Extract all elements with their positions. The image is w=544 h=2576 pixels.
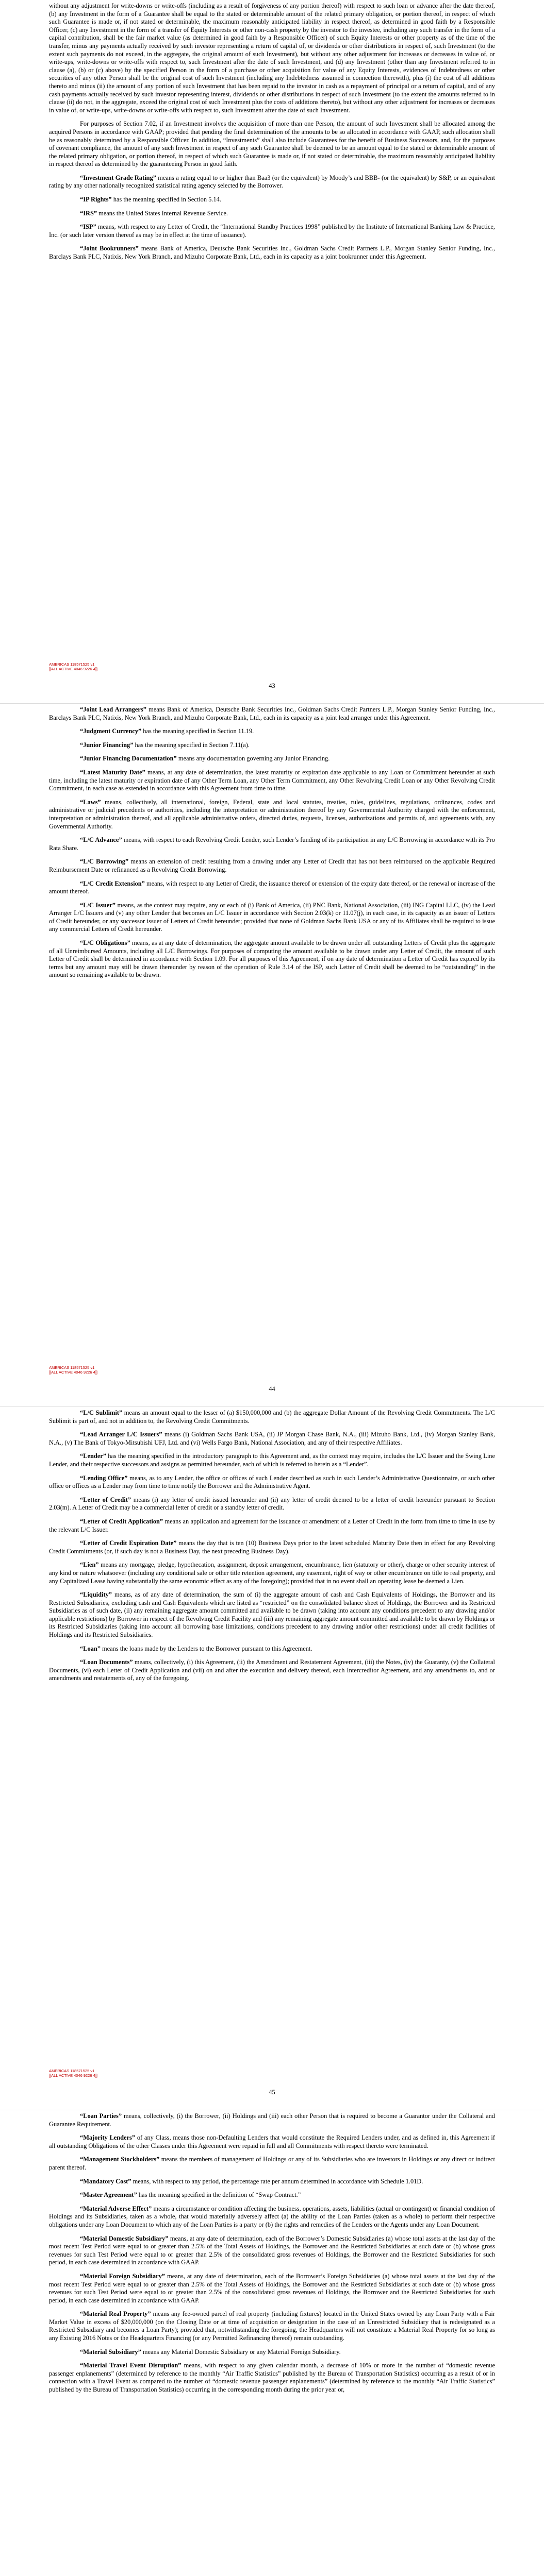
paragraph: [49, 2, 495, 114]
page-number: 45: [269, 2089, 275, 2096]
paragraph-text: means, collectively, (i) the Borrower, (ii) Holdings and (iii) each other Person that is required to become a Guarantor under the Collateral and Guarantee Requirement.: [49, 2112, 495, 2128]
paragraph-text: means a circumstance or condition affecting the business, operations, assets, liabilities (actual or contingent) or financial condition of Holdings and its Subsidiaries, taken as a whole, that would materially adversely affect (a) the ability of the Loan Parties (taken as a whole) to perform their respective obligations under any Loan Document to which any of the Loan Parties is a party or (b) the rights and remedies of the Lenders or the Agents under any Loan Document.: [49, 2205, 495, 2228]
paragraph-text: means, with respect to any period, the percentage rate per annum determined in accordance with Schedule 1.01D.: [131, 2177, 423, 2185]
paragraph: [49, 799, 495, 831]
paragraph: [49, 1475, 495, 1490]
paragraph-text: without any adjustment for write-downs or write-offs (including as a result of forgiveness of any portion thereof) with respect to such loan or advance after the date thereof, (b) any Investment in the form of a Guarantee shall be equal to the stated or determinable amount of the related primary obligation, or portion thereof, in respect of which such Guarantee is made or, if not stated or determinable, the maximum reasonably anticipated liability in respect thereof, as determined in good faith by a Responsible Officer, (c) any Investment in the form of a transfer of Equity Interests or other non-cash property by the investor to the investee, including any such transfer in the form of a capital contribution, shall be the fair market value (as determined in good faith by a Responsible Officer) of such Equity Interests or other property as of the time of the transfer, minus any payments actually received by such investor representing a return of capital of, or dividends or other distributions in respect of, such Investment (to the extent such payments do not exceed, in the aggregate, the original amount of such Investment), but without any other adjustment for increases or decreases in value of, or write-ups, write-downs or write-offs with respect to, such Investment after the date of such Investment, and (d) any Investment (other than any Investment referred to in clause (a), (b) or (c) above) by the specified Person in the form of a purchase or other acquisition for value of any Equity Interests, evidences of Indebtedness or other securities of any other Person shall be the original cost of such Investment (including any Indebtedness assumed in connection therewith), plus (i) the cost of all additions thereto and minus (ii) the amount of any portion of such Investment that has been repaid to the investor in cash as a repayment of principal or a return of capital, and of any cash payments actually received by such investor representing interest, dividends or other distributions in respect of such Investment (to the extent the amounts referred to in clause (ii) do not, in the aggregate, exceed the original cost of such Investment plus the costs of additions thereto), but without any other adjustment for increases or decreases in value of, or write-ups, write-downs or write-offs with respect to, such Investment after the date of such Investment.: [49, 2, 495, 114]
paragraph-text: has the meaning specified in the definition of “Swap Contract.”: [137, 2191, 301, 2199]
paragraph-text: means, at any date of determination, the latest maturity or expiration date applicable to any Loan or Commitment hereunder at such time, including the latest maturity or expiration date of any Other Term Loan, any Other Term Commitment, any Other Revolving Credit Loan or any Other Revolving Credit Commitment, in each case as extended in accordance with this Agreement from time to time.: [49, 768, 495, 792]
page-number: 43: [269, 682, 275, 689]
paragraph-text: means, with respect to any Letter of Credit, the issuance thereof or extension of the expiry date thereof, or the renewal or increase of the amount thereof.: [49, 879, 495, 895]
paragraph: [49, 2178, 495, 2186]
paragraph: [49, 1539, 495, 1555]
defined-term: “Latest Maturity Date”: [80, 768, 145, 776]
defined-term: “Material Real Property”: [80, 2310, 151, 2318]
paragraph-text: means a rating equal to or higher than Baa3 (or the equivalent) by Moody’s and BBB- (or the equivalent) by S&P, or an equivalent rating by any other nationally recognized statistical rating agency selected by the Borrower.: [49, 174, 495, 190]
paragraph: [49, 1409, 495, 1425]
paragraph: [49, 741, 495, 750]
paragraph: [49, 858, 495, 874]
defined-term: “Majority Lenders”: [80, 2134, 136, 2142]
defined-term: “Junior Financing”: [80, 741, 134, 749]
defined-term: “Letter of Credit”: [80, 1496, 131, 1503]
defined-term: “Lending Office”: [80, 1474, 128, 1482]
paragraph: [49, 1431, 495, 1447]
paragraph: [49, 2134, 495, 2150]
defined-term: “Loan Documents”: [80, 1658, 133, 1666]
defined-term: “Material Foreign Subsidiary”: [80, 2272, 165, 2280]
paragraph: [49, 223, 495, 239]
paragraph-text: For purposes of Section 7.02, if an Investment involves the acquisition of more than one Person, the amount of such Investment shall be allocated among the acquired Persons in accordance with GAAP; provided that pending the final determination of the amounts to be so allocated in accordance with GAAP, such allocation shall be as reasonably determined by a Responsible Officer. In addition, “Investments” shall also include Guarantees for the benefit of Business Successors, and, for the purposes of covenant compliance, the amount of any such Investment in respect of any such Guarantee shall be deemed to be an amount equal to the stated or determinable amount of the related primary obligation, or portion thereof, in respect of which such Guarantee is made or, if not stated or determinable, the maximum reasonably anticipated liability in respect thereof as determined by the guaranteeing Person in good faith.: [49, 120, 495, 168]
paragraph-text: means the members of management of Holdings or any of its Subsidiaries who are investors in Holdings or any direct or indirect parent thereof.: [49, 2156, 495, 2171]
defined-term: “Joint Lead Arrangers”: [80, 706, 146, 713]
paragraph-text: means any Material Domestic Subsidiary or any Material Foreign Subsidiary.: [141, 2348, 341, 2355]
paragraph-text: means the day that is ten (10) Business Days prior to the latest scheduled Maturity Date then in effect for any Revolving Credit Commitments (or, if such day is not a Business Day, the next preceding Business Day).: [49, 1539, 495, 1555]
defined-term: “Letter of Credit Expiration Date”: [80, 1539, 177, 1547]
paragraph: [49, 902, 495, 934]
defined-term: “L/C Obligations”: [80, 939, 130, 947]
paragraph-text: means, as the context may require, any or each of (i) Bank of America, (ii) PNC Bank, National Association, (iii) ING Capital LLC, (iv) the Lead Arranger L/C Issuers and (v) any other Lender that becomes an L/C Issuer in accordance with Section 2.03(k) or 11.07(j), in each case, in its capacity as an issuer of Letters of Credit hereunder, or any successor issuer of Letters of Credit hereunder; provided that none of Goldman Sachs Bank USA or any of its Affiliates shall be required to issue any commercial Letters of Credit hereunder.: [49, 901, 495, 933]
document-footer: [49, 1365, 97, 1375]
paragraph-text: has the meaning specified in the introductory paragraph to this Agreement and, as the context may require, includes the L/C Issuer and the Swing Line Lender, and their respective successors and assigns as permitted hereunder, each of which is referred to herein as a “Lender”.: [49, 1452, 495, 1468]
paragraph: [49, 939, 495, 979]
document-page: [0, 2110, 544, 2576]
footer-line2: [[ALL ACTIVE 4046 9226 4]]: [49, 667, 97, 671]
paragraph-text: means Bank of America, Deutsche Bank Securities Inc., Goldman Sachs Credit Partners L.P., Morgan Stanley Senior Funding, Inc., Barclays Bank PLC, Natixis, New York Branch, and Mizuho Corporate Bank, Ltd., each in its capacity as a joint lead arranger under this Agreement.: [49, 706, 495, 721]
paragraph: [49, 2112, 495, 2128]
paragraph: [49, 2362, 495, 2394]
paragraph: [49, 836, 495, 852]
defined-term: “Lender”: [80, 1452, 106, 1460]
paragraph: [49, 1591, 495, 1639]
footer-line2: [[ALL ACTIVE 4046 9226 4]]: [49, 2073, 97, 2078]
defined-term: “ISP”: [80, 223, 96, 231]
defined-term: “Junior Financing Documentation”: [80, 755, 177, 762]
document-footer: [49, 2069, 97, 2078]
paragraph-text: means, with respect to any Letter of Credit, the “International Standby Practices 1998” published by the Institute of International Banking Law & Practice, Inc. (or such later version thereof as may be in effect at the time of issuance).: [49, 223, 495, 239]
paragraph-text: has the meaning specified in Section 11.19.: [141, 727, 254, 735]
paragraph-text: has the meaning specified in Section 7.11(a).: [133, 741, 250, 749]
defined-term: “Loan Parties”: [80, 2112, 122, 2120]
paragraph: [49, 755, 495, 763]
footer-line1: AMERICAS 118571525 v1: [49, 662, 95, 667]
document-footer: [49, 662, 97, 671]
paragraph: [49, 2205, 495, 2229]
paragraph: [49, 2310, 495, 2342]
defined-term: “Laws”: [80, 798, 101, 806]
paragraph-text: means, as of any date of determination, the sum of (i) the aggregate amount of cash and Cash Equivalents of Holdings, the Borrower and its Restricted Subsidiaries, excluding cash and Cash Equivalents which are listed as “restricted” on the consolidated balance sheet of Holdings, the Borrower and its Restricted Subsidiaries as of such date, (ii) any remaining aggregate amount committed and available to be drawn (taking into account any conditions precedent to any drawing and/or applicable restrictions) by Borrower in respect of the Revolving Credit Facility and (iii) any remaining aggregate amount committed and available to be drawn by Holdings or its Restricted Subsidiaries (taking into account all borrowing base limitations, conditions precedent to any drawing and/or other restrictions) under all credit facilities of Holdings and its Restricted Subsidiaries.: [49, 1591, 495, 1639]
defined-term: “IP Rights”: [80, 196, 112, 204]
defined-term: “Lien”: [80, 1561, 99, 1569]
paragraph: [49, 2191, 495, 2199]
defined-term: “Joint Bookrunners”: [80, 245, 139, 252]
paragraph: [49, 245, 495, 261]
document-page: [0, 703, 544, 1406]
paragraph-text: means (i) any letter of credit issued hereunder and (ii) any letter of credit deemed to be a letter of credit hereunder pursuant to Section 2.03(m). A Letter of Credit may be a commercial letter of credit or a standby letter of credit.: [49, 1496, 495, 1512]
defined-term: “Mandatory Cost”: [80, 2177, 131, 2185]
defined-term: “Material Adverse Effect”: [80, 2205, 152, 2212]
paragraph-text: means an application and agreement for the issuance or amendment of a Letter of Credit in the form from time to time in use by the relevant L/C Issuer.: [49, 1517, 495, 1533]
defined-term: “L/C Borrowing”: [80, 858, 129, 866]
paragraph-text: means, as to any Lender, the office or offices of such Lender described as such in such Lender’s Administrative Questionnaire, or such other office or offices as a Lender may from time to time notify the Borrower and the Administrative Agent.: [49, 1474, 495, 1490]
defined-term: “Letter of Credit Application”: [80, 1517, 163, 1525]
paragraph: [49, 210, 495, 218]
paragraph: [49, 1645, 495, 1653]
paragraph: [49, 880, 495, 896]
paragraph-text: means, collectively, (i) this Agreement, (ii) the Amendment and Restatement Agreement, (iii) the Notes, (iv) the Guaranty, (v) the Collateral Documents, (vi) each Letter of Credit Application and (vii) on and after the execution and delivery thereof, each Intercreditor Agreement, and any amendments to, and or amendments and restatements of, any of the foregoing.: [49, 1658, 495, 1682]
document-page: [0, 1406, 544, 2110]
paragraph: [49, 2235, 495, 2267]
defined-term: “L/C Advance”: [80, 836, 122, 844]
defined-term: “L/C Issuer”: [80, 901, 116, 909]
defined-term: “Material Travel Event Disruption”: [80, 2362, 182, 2369]
defined-term: “L/C Credit Extension”: [80, 879, 145, 887]
paragraph-text: means (i) Goldman Sachs Bank USA, (ii) JP Morgan Chase Bank, N.A., (iii) Mizuho Bank, Ltd., (iv) Morgan Stanley Bank, N.A., (v) The Bank of Tokyo-Mitsubishi UFJ, Ltd. and (vi) Wells Fargo Bank, National Association, and any of their respective Affiliates.: [49, 1431, 496, 1446]
document-page: [0, 0, 544, 703]
paragraph: [49, 1518, 495, 1534]
paragraph-text: of any Class, means those non-Defaulting Lenders that would constitute the Required Lenders under, and as defined in, this Agreement if all outstanding Obligations of the other Classes under this Agreement were repaid in full and all Commitments with respect thereto were terminated.: [49, 2134, 495, 2149]
paragraph: [49, 2273, 495, 2304]
paragraph: [49, 727, 495, 736]
paragraph: [49, 1561, 495, 1585]
paragraph: [49, 1452, 495, 1468]
paragraph-text: means any documentation governing any Junior Financing.: [176, 755, 330, 762]
paragraph: [49, 2156, 495, 2172]
defined-term: “L/C Sublimit”: [80, 1409, 123, 1416]
paragraph-text: means an extension of credit resulting from a drawing under any Letter of Credit that has not been reimbursed on the applicable Required Reimbursement Date or refinanced as a Revolving Credit Borrowing.: [49, 858, 495, 873]
paragraph-text: means, as at any date of determination, the aggregate amount available to be drawn under all outstanding Letters of Credit plus the aggregate of all Unreimbursed Amounts, including all L/C Borrowings. For purposes of computing the amount available to be drawn under any Letter of Credit, the amount of such Letter of Credit shall be determined in accordance with Section 1.09. For all purposes of this Agreement, if on any date of determination a Letter of Credit has expired by its terms but any amount may still be drawn thereunder by reason of the operation of Rule 3.14 of the ISP, such Letter of Credit shall be deemed to be “outstanding” in the amount so remaining available to be drawn.: [49, 939, 495, 979]
paragraph-text: means, at any date of determination, each of the Borrower’s Foreign Subsidiaries (a) whose total assets at the last day of the most recent Test Period were equal to or greater than 2.5% of the Total Assets of Holdings, the Borrower and the Restricted Subsidiaries at such date or (b) whose gross revenues for such Test Period were equal to or greater than 2.5% of the consolidated gross revenues of Holdings, the Borrower and the Restricted Subsidiaries for such period, in each case determined in accordance with GAAP.: [49, 2272, 495, 2304]
paragraph-text: means Bank of America, Deutsche Bank Securities Inc., Goldman Sachs Credit Partners L.P., Morgan Stanley Senior Funding, Inc., Barclays Bank PLC, Natixis, New York Branch, and Mizuho Corporate Bank, Ltd., each in its capacity as a joint bookrunner under this Agreement.: [49, 245, 495, 261]
footer-line1: AMERICAS 118571525 v1: [49, 1365, 95, 1370]
paragraph: [49, 706, 495, 722]
paragraph: [49, 1496, 495, 1512]
paragraph-text: means the United States Internal Revenue Service.: [97, 209, 228, 217]
defined-term: “IRS”: [80, 209, 97, 217]
paragraph: [49, 174, 495, 190]
paragraph-text: means, with respect to any given calendar month, a decrease of 10% or more in the number of “domestic revenue passenger enplanements” (determined by reference to the monthly “Air Traffic Statistics” published by the Bureau of Transportation Statistics) occurring as a result of or in connection with a Travel Event as compared to the number of “domestic revenue passenger enplanements” (determined by reference to the monthly “Air Traffic Statistics” published by the Bureau of Transportation Statistics) occurring in the corresponding month during the prior year or,: [49, 2362, 495, 2394]
paragraph: [49, 2348, 495, 2357]
defined-term: “Investment Grade Rating”: [80, 174, 156, 181]
defined-term: “Liquidity”: [80, 1591, 112, 1599]
paragraph-text: means any fee-owned parcel of real property (including fixtures) located in the United States owned by any Loan Party with a Fair Market Value in excess of $20,000,000 (on the Closing Date or at time of acquisition or designation in the case of an Unrestricted Subsidiary that is redesignated as a Restricted Subsidiary and becomes a Loan Party); provided that, notwithstanding the foregoing, the Headquarters will not constitute a Material Real Property for so long as any Existing 2016 Notes or the Headquarters Financing (or any Permitted Refinancing thereof) remain outstanding.: [49, 2310, 495, 2342]
paragraph: [49, 1658, 495, 1683]
paragraph-text: has the meaning specified in Section 5.14.: [111, 196, 221, 204]
paragraph-text: means the loans made by the Lenders to the Borrower pursuant to this Agreement.: [100, 1645, 312, 1652]
paragraph-text: means, at any date of determination, each of the Borrower’s Domestic Subsidiaries (a) whose total assets at the last day of the most recent Test Period were equal to or greater than 2.5% of the Total Assets of Holdings, the Borrower and the Restricted Subsidiaries at such date or (b) whose gross revenues for such Test Period were equal to or greater than 2.5% of the consolidated gross revenues of Holdings, the Borrower and the Restricted Subsidiaries for such period, in each case determined in accordance with GAAP.: [49, 2234, 495, 2266]
footer-line2: [[ALL ACTIVE 4046 9226 4]]: [49, 1370, 97, 1375]
defined-term: “Management Stockholders”: [80, 2156, 160, 2163]
paragraph-text: means any mortgage, pledge, hypothecation, assignment, deposit arrangement, encumbrance, lien (statutory or other), charge or other security interest of any kind or nature whatsoever (including any conditional sale or other title retention agreement, any easement, right of way or other encumbrance on title to real property, and any Capitalized Lease having substantially the same economic effect as any of the foregoing); provided that in no event shall an operating lease be deemed a Lien.: [49, 1561, 495, 1585]
paragraph-text: means, collectively, all international, foreign, Federal, state and local statutes, treaties, rules, guidelines, regulations, ordinances, codes and administrative or judicial precedents or authorities, including the interpretation or administration thereof by any Governmental Authority charged with the enforcement, interpretation or administration thereof, and all applicable administrative orders, directed duties, requests, licenses, authorizations and permits of, and agreements with, any Governmental Authority.: [49, 798, 495, 830]
defined-term: “Material Domestic Subsidiary”: [80, 2234, 169, 2242]
defined-term: “Lead Arranger L/C Issuers”: [80, 1431, 162, 1438]
defined-term: “Master Agreement”: [80, 2191, 137, 2199]
paragraph-text: means, with respect to each Revolving Credit Lender, such Lender’s funding of its participation in any L/C Borrowing in accordance with its Pro Rata Share.: [49, 836, 495, 852]
paragraph-text: means an amount equal to the lesser of (a) $150,000,000 and (b) the aggregate Dollar Amount of the Revolving Credit Commitments. The L/C Sublimit is part of, and not in addition to, the Revolving Credit Commitments.: [49, 1409, 495, 1425]
defined-term: “Material Subsidiary”: [80, 2348, 141, 2355]
page-number: 44: [269, 1385, 275, 1393]
paragraph: [49, 120, 495, 168]
paragraph: [49, 196, 495, 204]
footer-line1: AMERICAS 118571525 v1: [49, 2069, 95, 2073]
defined-term: “Judgment Currency”: [80, 727, 142, 735]
defined-term: “Loan”: [80, 1645, 101, 1652]
paragraph: [49, 769, 495, 793]
